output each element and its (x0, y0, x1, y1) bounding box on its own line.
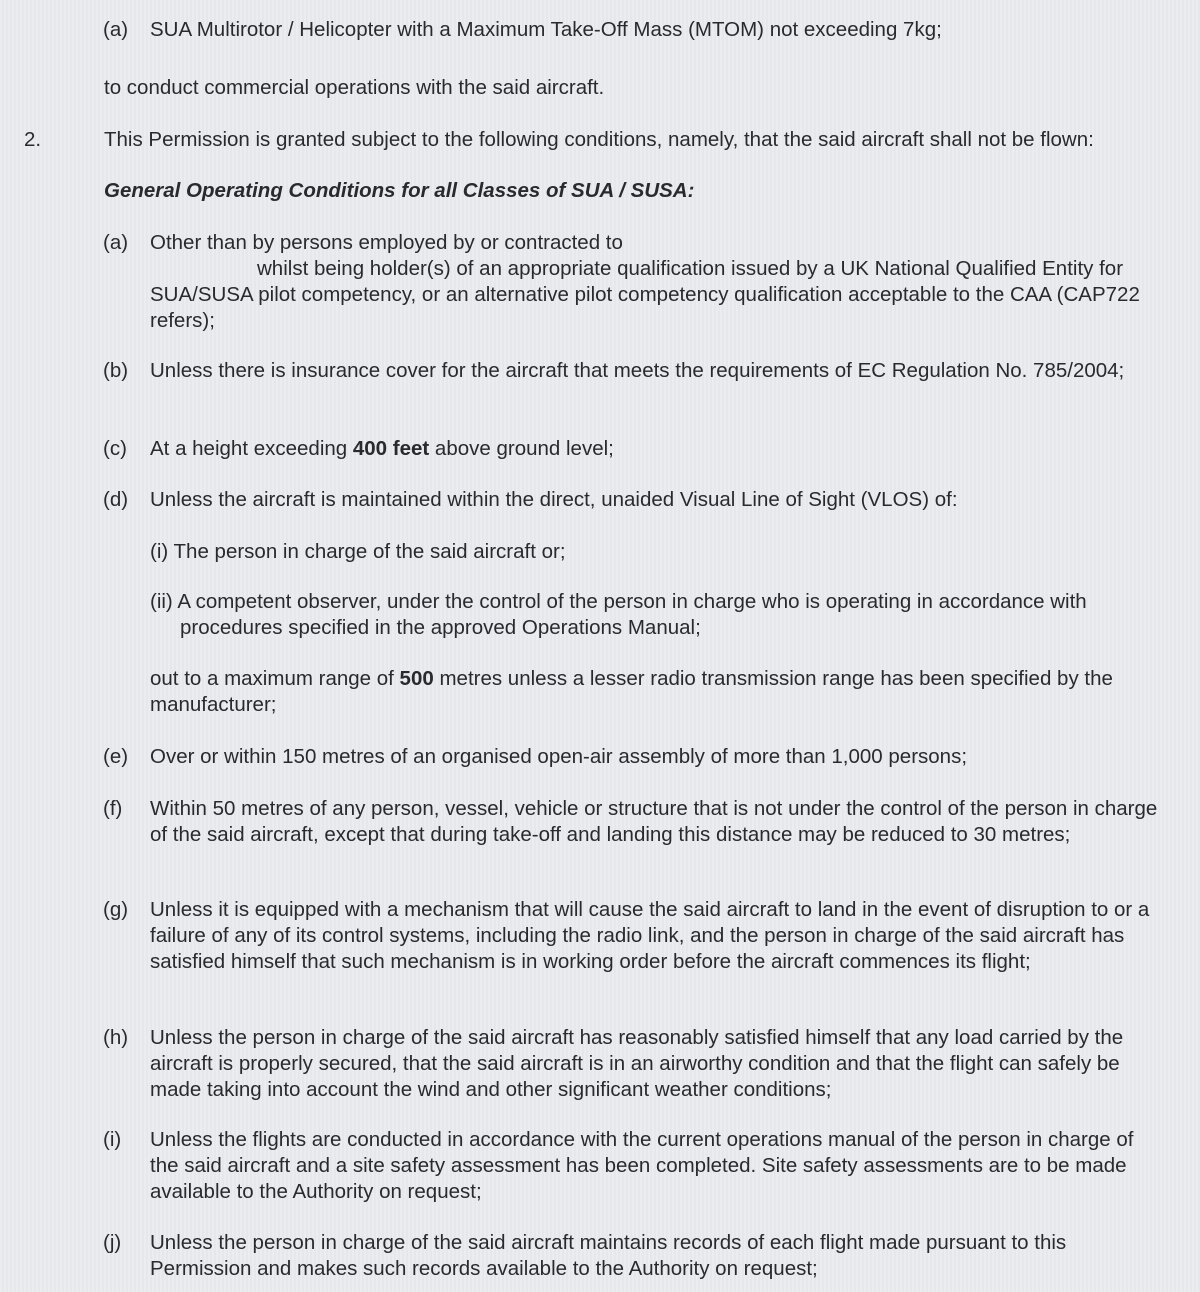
section-text: This Permission is granted subject to the following conditions, namely, that the said aircraft shall not be flown: (104, 128, 1094, 151)
condition-f-text: Within 50 metres of any person, vessel, vehicle or structure that is not under the control of the person in charge of the said aircraft, except that during take-off and landing this distance may be reduced to 30 metres; (150, 797, 1158, 846)
condition-a-text (150, 230, 1175, 334)
intro-item-a-label: (a) (103, 18, 129, 41)
condition-b-text: Unless there is insurance cover for the aircraft that meets the requirements of EC Regulation No. 785/2004; (150, 359, 1125, 382)
condition-c-text (150, 436, 1175, 462)
condition-a-label: (a) (103, 231, 129, 254)
condition-a-line1: Other than by persons employed by or contracted to (150, 231, 623, 254)
condition-j-text: Unless the person in charge of the said aircraft maintains records of each flight made pursuant to this Permission and makes such records available to the Authority on request; (150, 1231, 1067, 1280)
condition-g-text: Unless it is equipped with a mechanism that will cause the said aircraft to land in the event of disruption to or a failure of any of its control systems, including the radio link, and the person in charge of the said aircraft has satisfied himself that such mechanism is in working order before the aircraft commences its flight; (150, 898, 1150, 973)
condition-j-label: (j) (103, 1231, 122, 1254)
condition-c-post: above ground level; (429, 437, 614, 460)
condition-h-label: (h) (103, 1026, 129, 1049)
condition-i-label: (i) (103, 1128, 122, 1151)
section-heading: General Operating Conditions for all Classes of SUA / SUSA: (104, 179, 695, 202)
section-number: 2. (24, 128, 42, 151)
condition-e-text: Over or within 150 metres of an organised open-air assembly of more than 1,000 persons; (150, 745, 968, 768)
condition-d-text: Unless the aircraft is maintained within the direct, unaided Visual Line of Sight (VLOS) of: (150, 488, 958, 511)
intro-purpose: to conduct commercial operations with the said aircraft. (104, 76, 605, 99)
intro-item-a-text: SUA Multirotor / Helicopter with a Maximum Take-Off Mass (MTOM) not exceeding 7kg; (150, 18, 942, 41)
condition-g-label: (g) (103, 898, 129, 921)
vlos-range (150, 666, 1170, 718)
condition-e-label: (e) (103, 745, 129, 768)
condition-b-label: (b) (103, 359, 129, 382)
condition-i-text: Unless the flights are conducted in accordance with the current operations manual of the person in charge of the said aircraft and a site safety assessment has been completed. Site safety assessments are to be made available to the Authority on request; (150, 1128, 1134, 1203)
condition-c-pre: At a height exceeding (150, 437, 353, 460)
condition-f-label: (f) (103, 797, 123, 820)
condition-a-rest: whilst being holder(s) of an appropriate qualification issued by a UK National Qualified Entity for SUA/SUSA pilot competency, or an alternative pilot competency qualification acceptable to the CAA (CAP722 refers); (150, 257, 1140, 332)
condition-c-bold: 400 feet (352, 437, 430, 460)
condition-h-text: Unless the person in charge of the said aircraft has reasonably satisfied himself that any load carried by the aircraft is properly secured, that the said aircraft is in an airworthy condition and that the flight can safely be made taking into account the wind and other significant weather conditions; (150, 1026, 1124, 1101)
condition-c-label: (c) (103, 437, 127, 460)
vlos-range-post: metres unless a lesser radio transmission range has been specified by the manufacturer; (150, 667, 1113, 716)
vlos-range-bold: 500 (399, 667, 434, 690)
vlos-sub-i: (i) The person in charge of the said aircraft or; (150, 540, 566, 563)
vlos-sub-ii: (ii) A competent observer, under the control of the person in charge who is operating in accordance with procedures specified in the approved Operations Manual; (150, 590, 1087, 639)
condition-d-label: (d) (103, 488, 129, 511)
vlos-range-pre: out to a maximum range of (150, 667, 400, 690)
